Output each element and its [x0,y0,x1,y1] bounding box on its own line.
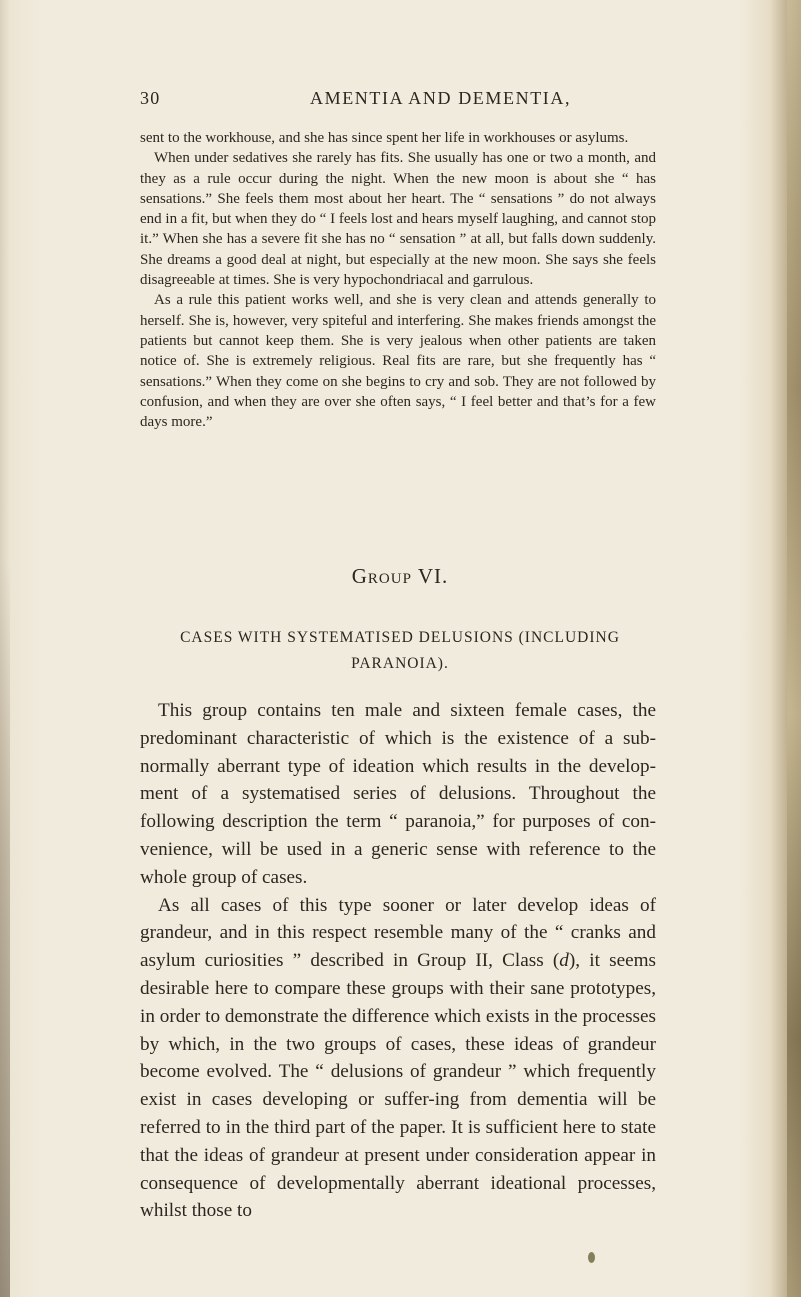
paragraph: As a rule this patient works well, and she is very clean and attends generally to herself. She is, however, very spiteful and interfering. She makes friends amongst the patients but cannot keep them. She is very jealous when other patients are taken notice of. She is extremely religious. Real fits are rare, but she frequently has “ sensations.” When they come on she begins to cry and sob. They are not followed by confusion, and when they are over she often says, “ I feel better and that’s for a few days more.” [140,292,656,431]
section-heading: Group VI. [351,564,449,588]
section-subheading [140,625,660,677]
running-head-title: AMENTIA AND DEMENTIA, [310,88,572,108]
class-letter: d [559,950,569,972]
paragraph: This group contains ten male and sixteen female cases, the predominant characteristic of which is the existence of a sub-normally aberrant type of ideation which results in the develop-ment of a systematised series of delusions. Throughout the following description the term “ paranoia,” for purposes of con-venience, will be used in a generic sense with reference to the whole group of cases. [140,700,656,888]
page-number: 30 [140,88,161,108]
paragraph [140,892,656,1226]
case-description [140,128,656,432]
page-shadow-left [0,560,10,1297]
text-run: As all cases of this type sooner or later develop ideas of grandeur, and in this respect resemble many of the “ cranks and asylum curiosities ” described in Group II, Class ( [140,894,656,972]
section-body [140,697,656,1225]
subheading-line: CASES WITH SYSTEMATISED DELUSIONS (INCLUDING [180,629,620,646]
subheading-line: PARANOIA). [351,655,449,672]
paragraph: When under sedatives she rarely has fits. She usually has one or two a month, and they as a rule occur during the night. When the new moon is about she “ has sensations.” She feels them most about her heart. The “ sensations ” do not always end in a fit, but when they do “ I feels lost and hears myself laughing, and cannot stop it.” When she has a severe fit she has no “ sensation ” at all, but falls down suddenly. She dreams a good deal at night, but especially at the new moon. She says she feels disagreeable at times. She is very hypochondriacal and garrulous. [140,150,656,289]
page-edge-right [787,0,801,1297]
text-run: ), it seems desirable here to compare these groups with their sane prototypes, in order to demonstrate the difference which exists in the processes by which, in the two groups of cases, these ideas of grandeur become evolved. The “ delusions of grandeur ” which frequently exist in cases developing or suffer-ing from dementia will be referred to in the third part of the paper. It is sufficient here to state that the ideas of grandeur at present under consideration appear in consequence of developmentally aberrant ideational processes, whilst those to [140,950,656,1222]
ink-smudge [588,1252,595,1263]
paragraph: sent to the workhouse, and she has since spent her life in workhouses or asylums. [140,130,629,146]
running-head [140,88,660,114]
